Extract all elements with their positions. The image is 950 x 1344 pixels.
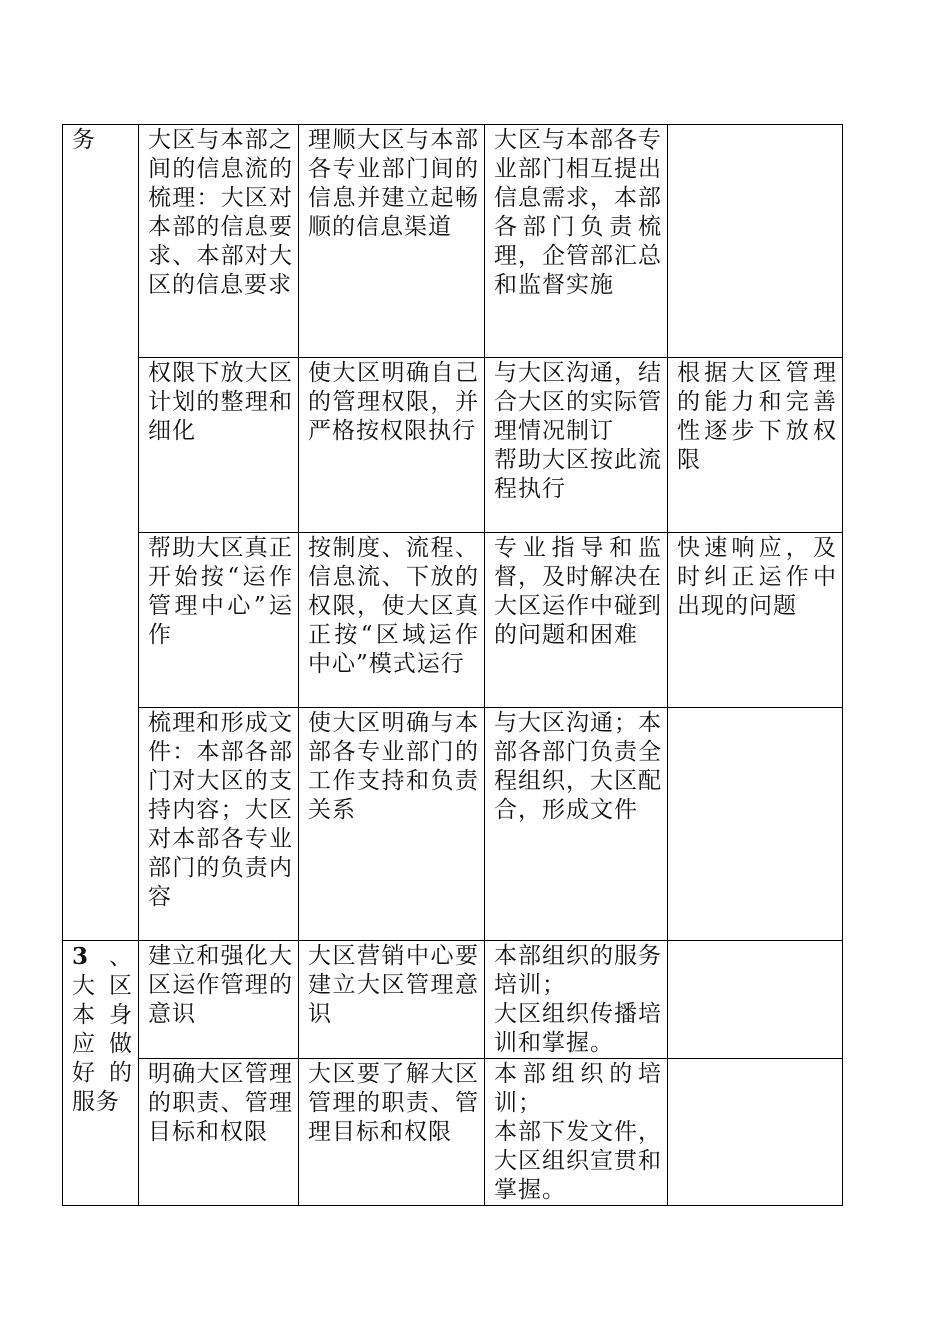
table-row [63, 708, 843, 941]
method-line: 本部组织的培训； [494, 1061, 662, 1116]
goal-cell: 使大区明确自己的管理权限，并严格按权限执行 [299, 358, 485, 533]
goal-cell: 使大区明确与本部各专业部门的工作支持和负责关系 [299, 708, 485, 941]
table-row [63, 1059, 843, 1206]
method-line: 大区组织传播培训和掌握。 [494, 1001, 662, 1056]
goal-cell: 按制度、流程、信息流、下放的权限，使大区真正按“区域运作中心”模式运行 [299, 533, 485, 708]
table-row [63, 941, 843, 1059]
goal-cell: 理顺大区与本部各专业部门间的信息并建立起畅顺的信息渠道 [299, 125, 485, 358]
section-title: 、大区本身应做好的服务 [72, 944, 133, 1115]
item-cell: 明确大区管理的职责、管理目标和权限 [139, 1059, 299, 1206]
item-cell: 梳理和形成文件：本部各部门对大区的支持内容；大区对本部各专业部门的负责内容 [139, 708, 299, 941]
section-number: 3 [72, 943, 90, 970]
item-cell: 权限下放大区计划的整理和细化 [139, 358, 299, 533]
method-cell: 专业指导和监督，及时解决在大区运作中碰到的问题和困难 [485, 533, 668, 708]
note-cell [668, 708, 843, 941]
note-cell: 快速响应，及时纠正运作中出现的问题 [668, 533, 843, 708]
method-cell [485, 358, 668, 533]
note-cell [668, 941, 843, 1059]
method-cell [485, 1059, 668, 1206]
table-row [63, 533, 843, 708]
table-row [63, 125, 843, 358]
note-cell [668, 1059, 843, 1206]
item-cell: 大区与本部之间的信息流的梳理：大区对本部的信息要求、本部对大区的信息要求 [139, 125, 299, 358]
method-cell: 与大区沟通；本部各部门负责全程组织，大区配合，形成文件 [485, 708, 668, 941]
note-cell [668, 125, 843, 358]
method-cell [485, 941, 668, 1059]
item-cell: 帮助大区真正开始按“运作管理中心”运作 [139, 533, 299, 708]
method-line: 本部组织的服务培训； [494, 943, 662, 998]
content-table [62, 124, 843, 1206]
method-line: 本部下发文件，大区组织宣贯和掌握。 [494, 1119, 662, 1203]
method-line: 帮助大区按此流程执行 [494, 447, 662, 502]
category-cell: 务 [63, 125, 139, 941]
goal-cell: 大区要了解大区管理的职责、管理目标和权限 [299, 1059, 485, 1206]
table-row [63, 358, 843, 533]
item-cell: 建立和强化大区运作管理的意识 [139, 941, 299, 1059]
goal-cell: 大区营销中心要建立大区管理意识 [299, 941, 485, 1059]
method-cell: 大区与本部各专业部门相互提出信息需求，本部各部门负责梳理，企管部汇总和监督实施 [485, 125, 668, 358]
method-line: 与大区沟通，结合大区的实际管理情况制订 [494, 360, 662, 444]
category-cell [63, 941, 139, 1206]
note-cell: 根据大区管理的能力和完善性逐步下放权限 [668, 358, 843, 533]
